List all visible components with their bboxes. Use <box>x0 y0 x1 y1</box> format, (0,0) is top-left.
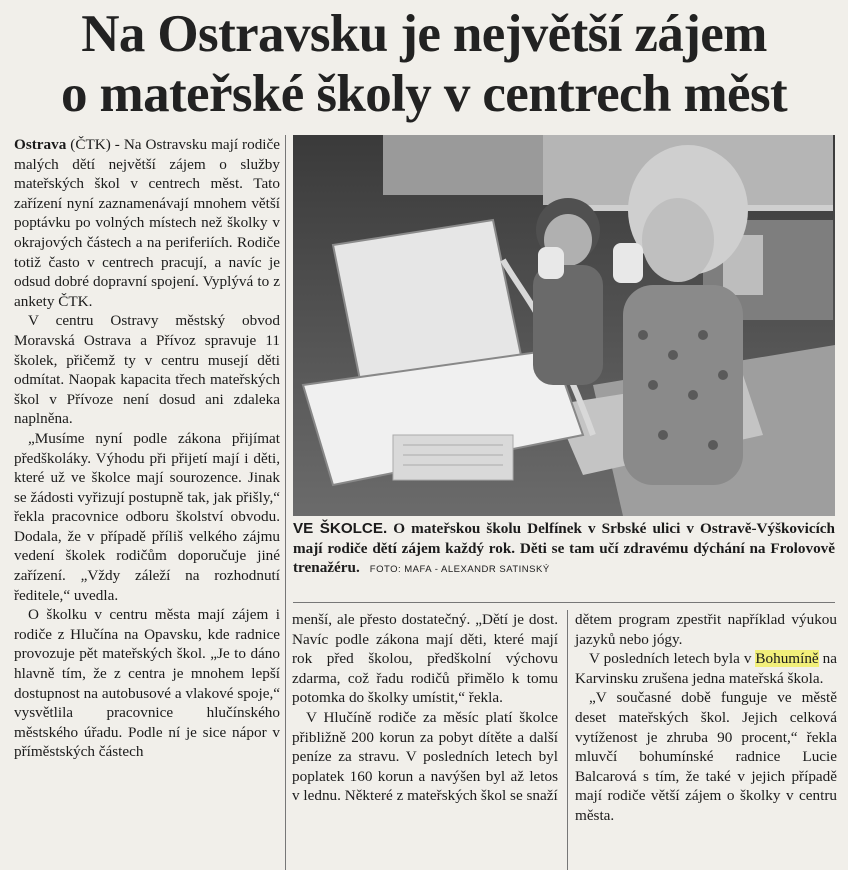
highlighted-word: Bohumíně <box>755 650 819 668</box>
photo-credit: FOTO: MAFA - ALEXANDR SATINSKÝ <box>369 564 550 576</box>
headline-line-1: Na Ostravsku je největší zájem <box>81 5 767 63</box>
photo-illustration <box>293 135 835 516</box>
agency: (ČTK) - <box>66 136 124 153</box>
caption-head: VE ŠKOLCE. <box>293 520 388 537</box>
article-paragraph-6: V Hlučíně rodiče za měsíc platí školce přibližně 200 korun za pobyt dítěte a další peníze za stravu. V posledních letech byl poplatek 160 korun a navýšen byl až letos v lednu. Některé z mateřských škol se snaží <box>292 708 558 805</box>
article-paragraph-1: Ostrava (ČTK) - Na Ostravsku mají rodiče malých dětí největší zájem o služby mateřských škol v centrech měst. Tato zařízení nyní zaznamenávají mnohem větší poptávku po volných místech než školky v okrajových částech a na periferiích. Rodiče totiž často v centrech pracují, a navíc je odsud dobré dopravní spojení. Vyplývá to z ankety ČTK. <box>14 136 280 310</box>
dateline: Ostrava <box>14 136 67 153</box>
article-paragraph-5: menší, ale přesto dostatečný. „Dětí je dost. Navíc podle zákona mají děti, které mají rok před školou, předškolní výchovu zdarma, což řadu rodičů přimělo k tomu potomka do školky umístit,“ řekla. <box>292 611 558 707</box>
article-paragraph-2: V centru Ostravy městský obvod Moravská Ostrava a Přívoz spravuje 11 školek, přičemž ty v centru musejí děti odmítat. Naopak kapacita třech mateřských škol v Přívoze není dosud ani zdaleka naplněna. <box>14 312 280 428</box>
article-column-2 <box>292 610 558 806</box>
photo-caption <box>293 519 835 580</box>
column-rule-middle <box>567 610 568 870</box>
article-paragraph-8: V posledních letech byla v Bohumíně na Karvinsku zrušena jedna mateřská škola. <box>575 650 837 687</box>
headline-line-2: o mateřské školy v centrech měst <box>60 65 788 123</box>
article-column-3 <box>575 610 837 826</box>
caption-bottom-rule <box>293 602 835 603</box>
article-paragraph-9: „V současné době funguje ve městě deset mateřských škol. Jejich celková vytíženost je zhruba 90 procent,“ řekla mluvčí bohumínské radnice Lucie Balcarová s tím, že také v jejich případě mají rodiče větší zájem o školky v centru města. <box>575 689 837 824</box>
caption-text: O mateřskou školu Delfínek v Srbské ulici v Ostravě-Výškovicích mají rodiče dětí zájem každý rok. Děti se tam učí zdravému dýchání na Frolovově trenažéru. <box>293 520 835 577</box>
article-paragraph-4: O školku v centru města mají zájem i rodiče z Hlučína na Opavsku, kde radnice provozuje pět mateřských škol. „Je to dáno hlavně tím, že z centra je mnohem lepší dostupnost na autobusové a vlakové spoje,“ vysvětlila pracovnice hlučínského městského úřadu. Podle ní je sice nápor v příměstských částech <box>14 606 280 761</box>
article-paragraph-3: „Musíme nyní podle zákona přijímat předškoláky. Výhodu při přijetí mají i děti, které už ve školce mají sourozence. Jinak se žádosti vyřizují postupně tak, jak přišly,“ řekla pracovnice odboru školství obvodu. Dodala, že v případě příliš velkého zájmu vedení školek rodičům doporučuje jiné zařízení. „Vždy záleží na rozhodnutí ředitele,“ uvedla. <box>14 429 280 604</box>
column-rule-left <box>285 135 286 870</box>
article-paragraph-7: dětem program zpestřit například výukou jazyků nebo jógy. <box>575 611 837 648</box>
kindergarten-photo <box>293 135 835 516</box>
article-column-1 <box>14 135 280 762</box>
headline <box>0 4 848 124</box>
